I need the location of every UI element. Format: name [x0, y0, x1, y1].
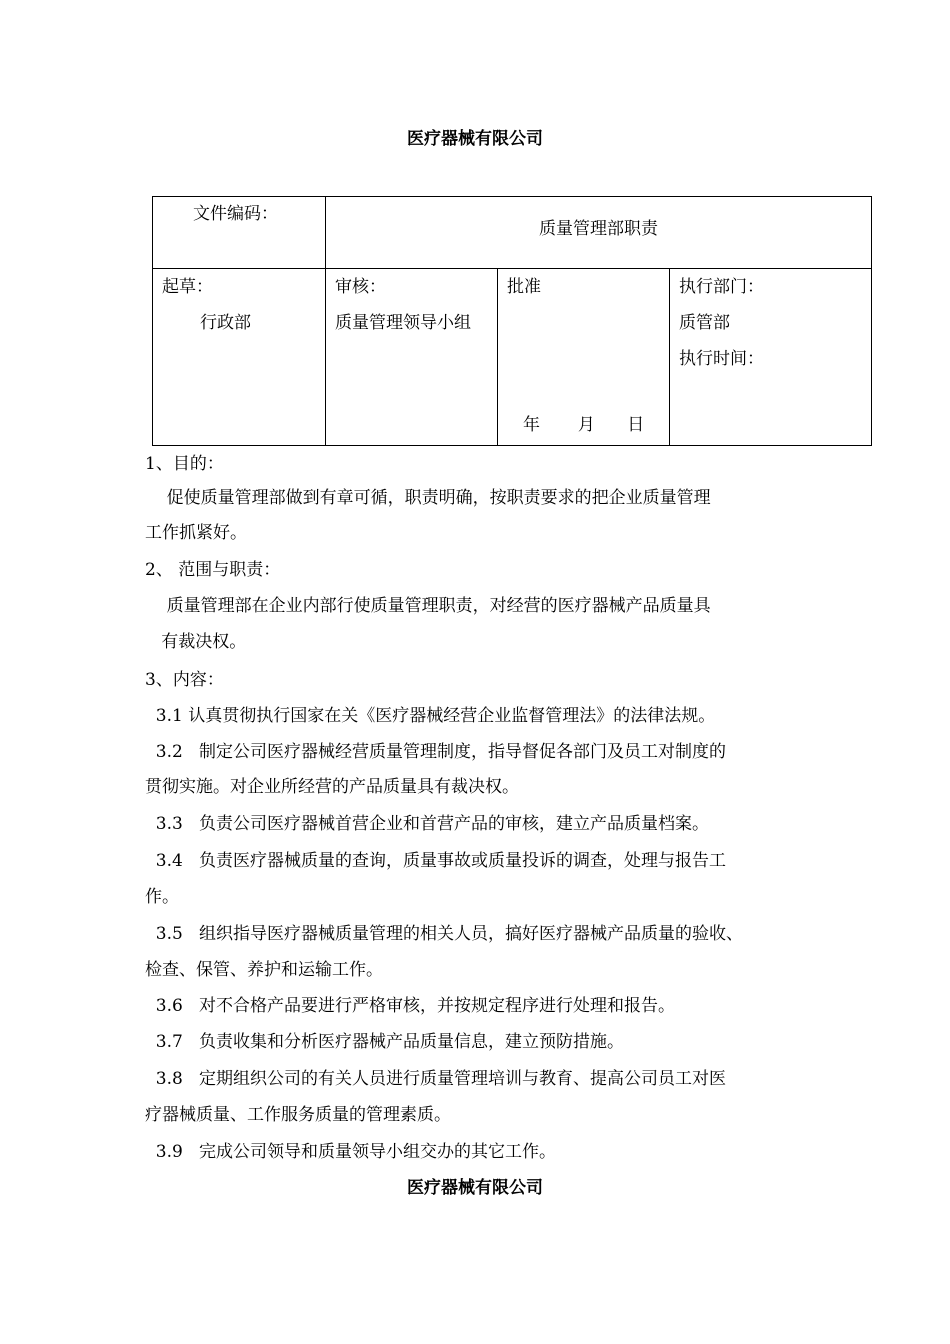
- doc-title: 质量管理部职责: [539, 219, 658, 239]
- company-title-top: 医疗器械有限公司: [407, 129, 543, 149]
- draft-value: 行政部: [200, 313, 251, 333]
- item-3-8-line1: 3.8 定期组织公司的有关人员进行质量管理培训与教育、提高公司员工对医: [145, 1069, 727, 1089]
- item-3-3: 3.3 负责公司医疗器械首营企业和首营产品的审核，建立产品质量档案。: [145, 814, 710, 834]
- purpose-text-line2: 工作抓紧好。: [145, 523, 247, 543]
- item-3-8-line2: 疗器械质量、工作服务质量的管理素质。: [145, 1105, 451, 1125]
- company-title-bottom: 医疗器械有限公司: [407, 1178, 543, 1198]
- item-3-5-line1: 3.5 组织指导医疗器械质量管理的相关人员，搞好医疗器械产品质量的验收、: [145, 924, 744, 944]
- document-header-table: [152, 196, 872, 446]
- review-value: 质量管理领导小组: [335, 313, 471, 333]
- dept-value: 质管部: [679, 313, 730, 333]
- doc-title-cell: [326, 197, 872, 269]
- item-3-4-line2: 作。: [145, 887, 179, 907]
- item-3-1: 3.1 认真贯彻执行国家在关《医疗器械经营企业监督管理法》的法律法规。: [145, 706, 716, 726]
- purpose-text-line1: 促使质量管理部做到有章可循，职责明确，按职责要求的把企业质量管理: [145, 488, 711, 508]
- doc-code-cell: [153, 197, 326, 269]
- item-3-2-line1: 3.2 制定公司医疗器械经营质量管理制度，指导督促各部门及员工对制度的: [145, 742, 727, 762]
- item-3-4-line1: 3.4 负责医疗器械质量的查询，质量事故或质量投诉的调查，处理与报告工: [145, 851, 727, 871]
- doc-code-label: 文件编码：: [193, 204, 278, 224]
- item-3-5-line2: 检查、保管、养护和运输工作。: [145, 960, 383, 980]
- time-label: 执行时间：: [679, 349, 764, 369]
- scope-text-line1: 质量管理部在企业内部行使质量管理职责，对经营的医疗器械产品质量具: [145, 596, 711, 616]
- review-cell: [326, 269, 498, 446]
- approve-date: 年 月 日: [523, 415, 645, 435]
- content-heading: 3、内容：: [145, 670, 224, 690]
- draft-cell: [153, 269, 326, 446]
- review-label: 审核：: [335, 277, 386, 297]
- item-3-6: 3.6 对不合格产品要进行严格审核，并按规定程序进行处理和报告。: [145, 996, 676, 1016]
- scope-heading: 2、 范围与职责：: [145, 560, 281, 580]
- item-3-7: 3.7 负责收集和分析医疗器械产品质量信息，建立预防措施。: [145, 1032, 625, 1052]
- approve-label: 批准: [507, 277, 541, 297]
- dept-cell: [670, 269, 872, 446]
- item-3-2-line2: 贯彻实施。对企业所经营的产品质量具有裁决权。: [145, 777, 519, 797]
- approve-cell: [498, 269, 670, 446]
- scope-text-line2: 有裁决权。: [145, 632, 247, 652]
- item-3-9: 3.9 完成公司领导和质量领导小组交办的其它工作。: [145, 1142, 557, 1162]
- dept-label: 执行部门：: [679, 277, 764, 297]
- draft-label: 起草：: [162, 277, 213, 297]
- purpose-heading: 1、目的：: [145, 454, 224, 474]
